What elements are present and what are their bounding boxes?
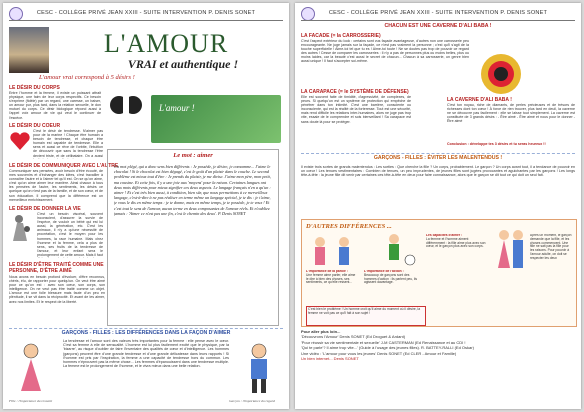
reference-item: 'Pour réussir sa vie sentimentale et sexuelle' J-M CASTERMAN (Ed Renaissance et au CDI ! [301,339,466,345]
intro-text: L'amour vrai correspond à 5 désirs ! [39,74,135,81]
love-illustration [151,95,281,143]
facade-heading: LA FACADE (= la CARROSSERIE) [301,33,381,39]
diff-col2-heading: L'importance de l'action : [364,270,404,273]
facade-text: C'est l'aspect extérieur du look : certains sont vus façade avantageuse, d'autres non une carrosserie peu encourageante. Ne juge jamais sur la façade, ce n'est pas vraiment la personne ; c'est qu'il s'agit de la touche superficielle ! Aime-toi tel que tu es ! Aime-toi toute ! Ne se doutes pas trop de pouvoir ce regard des autres ! Cesse de comparer les carrosseries : Il n'y a pas de personnes plus ou moins belles, plus ou moins laides, car la beauté c'est aussi le secret de chacun... Chacun à sa carrosserie, un genre bien aussi unique ! Il faut s'accepter soi-même. [301,39,469,64]
header-divider-2 [301,20,575,21]
boy-sport-icon [370,232,418,268]
dancing-couple-icon [490,228,530,274]
autres-differences-box [301,219,577,327]
carapace-heading: LA CARAPACE (= le SYSTÈME DE DÉFENSE) [301,89,409,95]
diff-callout: C'est bien le problème ! Un homme croit qu'il aime du moment où il désire, la femme ne voit pas ce qu'il fait à son sujet ! [306,306,426,326]
section-heading-communiquer: LE DÉSIR DE COMMUNIQUER AVEC L'AUTRE [9,163,119,169]
refs-intro: Pour aller plus loin... [301,329,341,334]
section-heading-personne: LE DÉSIR D'ÊTRE TRAITÉ COMME UNE PERSONNE, D'ÊTRE AIMÉ [9,262,104,274]
heart-icon [9,130,31,152]
caverne-heading: LA CAVERNE D'ALI BABA ! [447,97,512,103]
figure-caption-boy: Garçon : l'importance du regard [229,399,275,403]
mot-text: Un mot plégé, qui a donc sens bien différents : Je possède, je désire, je consomme... J'aime le chocolat ! Si le chocolat est bien dégagé, c'est le goût d'un plaisir dans le couche. Le second problème est mieux tout d'être : Je prends du plaisir, je me divise. J'aime mon père, mon petit, ma cousine. Et cette fois, il y a une joie aux 'moyens' pour la raison. Certaines langues ont deux mots différents pour mieux signifier ces deux aspects. Le langage français n'en a qu'un : aimer ! Et c'est très bien aussi, à condition, bien sûr, que nous permettions à ce merveilleux langage, c'est-à-dire à ne pas réaliser en terme même un langage spécial, je te dis : je t'aime, je vous le dis en même temps : je te donne, mais en même temps, je te possède, je te veux ! Et c'est tout le sens de l'amour, aucun terme en deux composantes de l'amour réels. Et n'oubliez jamais : 'Aimer ce n'est pas une fin, c'est le chemin des deux'. P. Denis SONET [114,164,271,216]
girl-figure-icon [11,341,51,397]
figure-caption-girl: Fille : l'importance du ressenti [9,399,53,403]
reference-item: 'Découvrons l'Amour' Denis SONET (Ed Droguet & Ardant) [301,334,406,340]
diff-col1-text: Une femme aime parler, elle aime le dire à bien des choses, ses sentiments, ce qu'elle ressent... [306,272,356,285]
diff-col3-text: La femme et l'homme aiment différemment : la fille aime plus avec son cœur, et le garçon plus avec son corps. [426,236,486,249]
mother-child-icon [9,213,35,243]
section-heading-coeur: LE DÉSIR DU COEUR [9,123,61,129]
illustration-caption: L'amour ! [159,103,195,113]
section-text-communiquer: Communiquer ses pensées, avoir besoin d'être écouté, de mes souvenirs et d'échanger des idées, c'est travailler à connaître l'autre et à l'aimer tel qu'il est. On se qu'on aime, c'est qu'on aime aimer leur manière. Ainsi chacun à tous les pensées de l'autre, les sentiments, les désirs ce quelque qu'on n'est pas de la famille, et de son cœur, et de son éducation. Il comprend que la différence est un merveilleux enrichissement. [9,169,103,202]
couple-silhouette-icon [107,89,145,121]
differences-title: D'AUTRES DIFFÉRENCES ... [306,223,392,230]
header-divider [9,20,283,21]
page-right [295,3,581,409]
diff-col3 [426,234,486,278]
mot-heading: Le mot : aimer [173,152,213,159]
page-header: CESC - COLLÈGE PRIVÉ JEAN XXIII - SUITE INTERVENTION P. DENIS SONET [36,10,256,16]
section-heading-vie: LE DÉSIR DE DONNER LA VIE [9,206,81,212]
caverne-target-icon [480,53,522,95]
caverne-text: C'est ton noyau, riche de diamants, de perles précieuses et de trésors de richesses dont ton cœur ! À force de rien trouver, plus tard en deuil, la caverne ne se découvre pas facilement : elle se laisse tout simplement. La caverne est constituée de 3 grands désirs : - Être aimé - Être aimé et nous pour le donner - Être aimé [447,103,575,124]
page-subtitle: VRAI et authentique ! [127,57,239,71]
carapace-text: Elle est souvent faite de timidité, d'agressivité, de complexes, de peurs. Si quelqu'un est un système de protection qui empêche de pénétrer dans ton intimité. C'est une barrière, consciente ou inconsciente, qui est la réalité de la forteresse. Tout est une sécurité, mais rend difficile les relations inter-humaines, alors ne juge pas trop vite, essaie de le comprendre et sois bienveillant ! Sa carapace est sans doute là pour se protéger. [301,95,411,124]
caverne-conclusion: Conclusion : développe tes 3 désirs et tu seras heureux !! [447,142,546,146]
page-left [3,3,289,409]
page-header-2: CESC - COLLÈGE PRIVÉ JEAN XXIII - SUITE INTERVENTION P. DENIS SONET [328,10,548,16]
references [301,329,575,361]
boy-figure-icon [239,341,279,397]
diff-col3-heading: Les capacités d'aimer : [426,234,463,237]
malentendus-paragraph: Il existe trois sortes de grands malentendus : Les sorties : Que cherche la fille ? Un corps, probablement. Le garçon ? Un corps avant tout, il a tendance de pouvoir en un cœur ! Les tenues vestimentaires : Combien de tenues, un peu imprudentes, de jeunes filles sont jugées provocantes et aguichantes par les garçons ! Les longs tête-à-tête : la jeune fille dit venir par certaines ces tête-à-tête en deux pour faire connaissance, alors que le garçon se dit tout ce qui doit un seul fait. [301,165,575,178]
band-caverne: CHACUN EST UNE CAVERNE D'ALI BABA ! [384,23,492,29]
diff-col2 [364,270,420,304]
page-title: L'AMOUR [103,29,229,58]
diff-col1-heading: L'importance de la parole : [306,270,348,273]
section-text-corps: Entre l'homme et la femme, il existe un puissant attrait physique, une faim de leur corps respectifs. Ce besoin s'exprime (fidèle) par un regard, une caresse, un baiser, un amour pur, plus tard, dans la relation sexuelle, le don mutuel du corps. Ce désir biologique répond aussi à l'appel voix amour de vie qui veut le continuer de l'espèce. [9,91,101,119]
band-differences: GARÇONS - FILLES : LES DIFFÉRENCES DANS LA FAÇON D'AIMER [61,330,231,336]
section-heading-corps: LE DÉSIR DU CORPS [9,85,60,91]
mot-aimer-box [107,149,279,326]
band-malentendus: GARÇONS - FILLES : ÉVITER LES MALENTENDUS ! [373,155,503,161]
diff-side-text: Après un moment, le garçon demande que la fille, et les choses commencent. Une fille ne sait pas la fille pour les raisons. Pour pouvoir à l'amour adulte, on doit se respecter les deux [530,234,572,260]
diff-col1 [306,270,358,304]
reference-item: Une vidéo : 'L'amour pour vous les jeunes' Denis SONET (Ed CLER - Amour et Famille) [301,350,457,356]
section-text-vie: C'est un besoin viscéral, souvent inconscient, d'assurer la survie de l'espèce, de vouloir un bébé qui est lui aussi, la génération, etc. C'est les animaux, il n'y a qu'une nécessité de procréation, c'est le moyen pour les hommes, la race humaine. Mais chez l'homme et la femme, cela a plus de sens, ses fruits de la tendresse de l'amour, et leur enfant sera le prolongement de cette amour. Mais il faut [37,212,103,257]
author-photo [9,27,49,73]
reference-item: 'Qui te parle'? Il aime trop vite...' (Guide à l'usage des jeunes filles). R. BATTEY-RALLI (Ed Oskar) [301,345,474,351]
couple-talking-icon [308,234,356,268]
diff-col2-text: Beaucoup de garçons sont des hommes d'action : ils parlent peu, ils agissent davantage. [364,272,418,285]
differences-paragraph: La tendresse et l'amour sont des valeurs très importantes pour la femme : elle pense avec le cœur. C'est sa femme à elle de sensualité. L'homme est lui plus facilement excité que le physique, par la 'bizarre', au risque d'oublier de faire l'inventaire des qualités de cœur et d'intelligence. Les hommes (garçons) peuvent être d'une grande tendresse et d'une grande délicatesse dans leurs rapports ! Si l'homme est pris par l'inspiration, la femme a une capacité de tendresse hors du commun. Les hommes n'éprouvent pas la même chose... Les femmes d'épanouissent dans une tendresse multiple. La femme est le prolongement de l'homme, et le vivra mieux dans une belle relation. [63,339,229,369]
section-text-personne: Nous avons en besoin profond d'évoluer, d'être reconnus, chéris, élu, de rapporter pour quelqu'un. On veut être aimé pour ce qu'on est : avec son cœur, son corps, son intelligence. On ne veut pas être traité comme un objet. L'amour est une folle blessure mais faute d'un peu en plénitude, il se vit dans la réciprocité. Et avant de les aimer, avec nos limites. Et le respect de la liberté. [9,275,105,304]
reference-item: Un bien internet... Denis SONET [301,356,359,362]
section-text-coeur: C'est le désir de tendresse. N'aimer pas pour de la marine ! Chaque être humain a besoin de tendresse, et chaque être humain est capable de tendresse. Elle a sens et aussi ce rêve de l'orbite, l'intuition de découvrir que sans la tendresse l'être devient triste, et de célibataire. On a aussi [33,129,103,158]
